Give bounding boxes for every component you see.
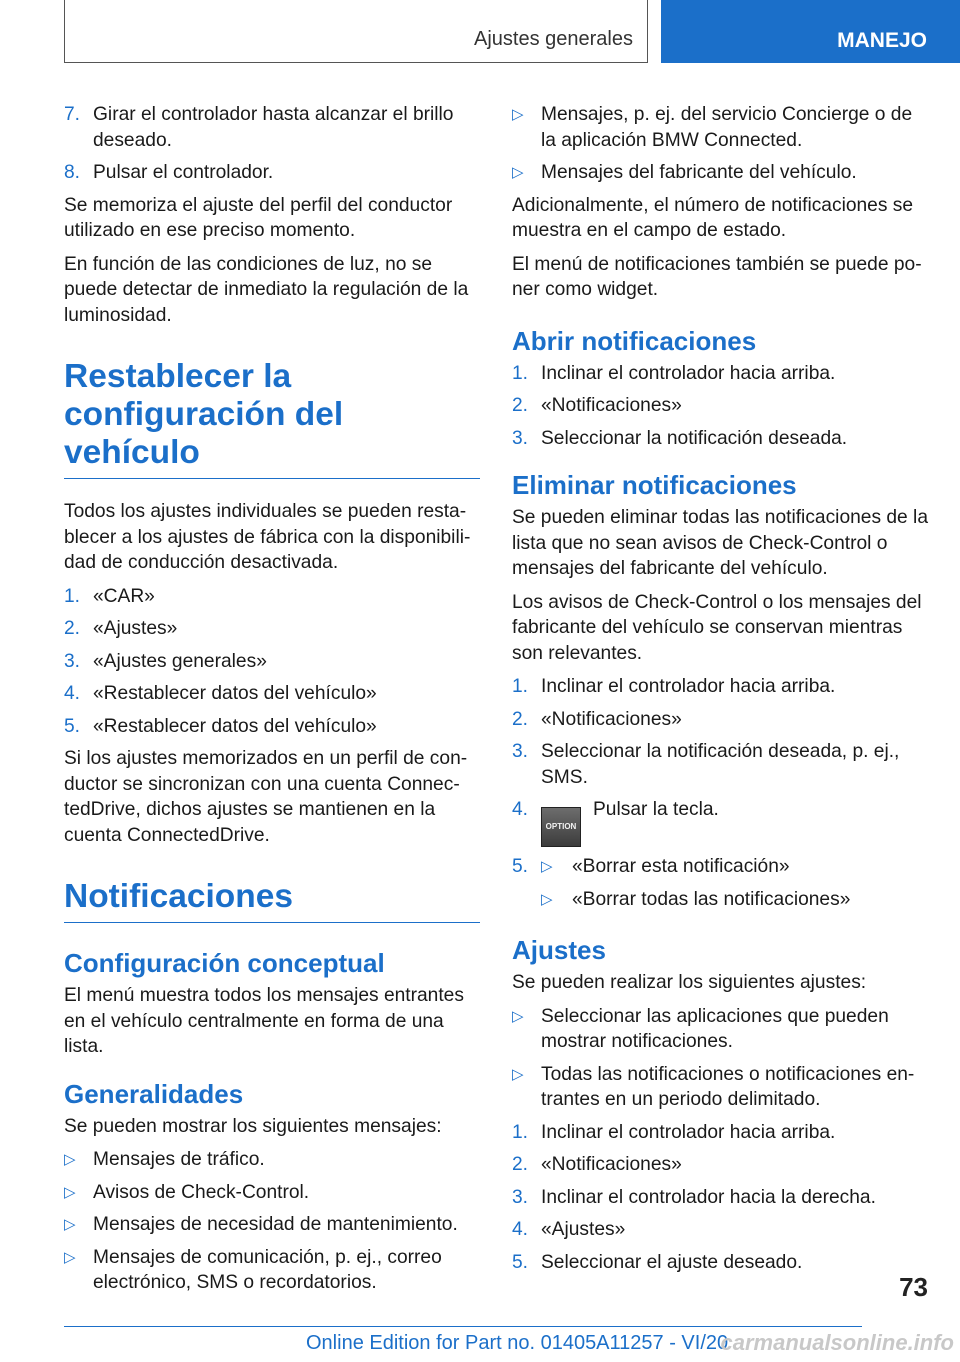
list-item <box>512 1004 930 1055</box>
section-heading-notifications: Notificaciones <box>64 878 480 923</box>
list-item <box>64 1147 480 1173</box>
step-number: 3. <box>64 650 81 672</box>
list-item <box>512 1217 930 1243</box>
step-number: 4. <box>512 799 529 820</box>
bullet-text: Mensajes, p. ej. del servicio Concierge o de la aplicación BMW Connected. <box>541 104 913 151</box>
step-text: «Restablecer datos del vehículo» <box>93 715 377 737</box>
step-text: Inclinar el controlador hacia arriba. <box>541 676 836 697</box>
list-item <box>512 854 930 880</box>
section-heading-reset: Restablecer la configuración del vehículo <box>64 358 480 479</box>
step-number: 4. <box>64 683 81 704</box>
list-item <box>512 102 930 153</box>
list-item <box>512 674 930 700</box>
bullet-text: «Borrar esta notificación» <box>572 856 790 877</box>
paragraph: Se pueden realizar los siguientes ajustes: <box>512 972 867 993</box>
triangle-right-icon: ▷ <box>541 858 553 875</box>
paragraph: Se pueden eliminar todas las notificaciones de la lista que no sean avisos de Check-Control o mensajes del fabricante del vehículo. <box>512 507 928 579</box>
paragraph: Los avisos de Check-Control o los mensajes del fabricante del vehículo se conservan mientras son relevantes. <box>512 591 922 664</box>
step-number: 7. <box>64 104 81 125</box>
paragraph: El menú muestra todos los mensajes entrantes en el vehículo centralmente en forma de una lista. <box>64 985 464 1057</box>
step-text: «Notificaciones» <box>541 1154 682 1175</box>
footer-divider <box>64 1326 862 1327</box>
step-text: Seleccionar el ajuste deseado. <box>541 1251 803 1273</box>
paragraph: Todos los ajustes individuales se pueden restablecer a los ajustes de fábrica con la disponibilidad de conducción desactivada. <box>64 501 471 573</box>
step-text: Girar el controlador hasta alcanzar el brillo deseado. <box>93 104 454 151</box>
list-item <box>512 1120 930 1146</box>
list-item <box>512 160 930 186</box>
step-text-label: Pulsar la tecla. <box>593 799 719 820</box>
step-text <box>541 797 719 847</box>
list-item <box>64 102 480 153</box>
step-text: Inclinar el controlador hacia la derecha. <box>541 1186 876 1208</box>
subheading-settings: Ajustes <box>512 935 606 965</box>
step-text: Inclinar el controlador hacia arriba. <box>541 362 836 384</box>
step-text: «Ajustes» <box>541 1219 626 1240</box>
list-item <box>64 681 480 707</box>
triangle-right-icon: ▷ <box>541 890 553 908</box>
list-item <box>512 707 930 733</box>
step-number: 3. <box>512 427 529 449</box>
paragraph: El menú de notificaciones también se puede poner como widget. <box>512 253 922 300</box>
step-text: «Ajustes generales» <box>93 650 267 672</box>
list-item <box>512 1185 930 1211</box>
step-number: 8. <box>64 162 81 183</box>
triangle-right-icon: ▷ <box>512 106 524 123</box>
list-item <box>64 584 480 610</box>
list-item <box>512 739 930 790</box>
list-item <box>64 1212 480 1238</box>
step-number: 1. <box>512 676 529 697</box>
triangle-right-icon: ▷ <box>512 1007 524 1025</box>
list-item <box>512 1062 930 1113</box>
triangle-right-icon: ▷ <box>512 1065 524 1083</box>
bullet-text: Seleccionar las aplicaciones que pueden mostrar notificaciones. <box>541 1005 889 1052</box>
bullet-text: Mensajes del fabricante del vehículo. <box>541 162 857 183</box>
left-column <box>64 102 480 1303</box>
paragraph: Se memoriza el ajuste del perfil del conductor utilizado en ese preciso momento. <box>64 194 453 241</box>
section-title: Ajustes generales <box>474 28 633 50</box>
paragraph: Adicionalmente, el número de notificaciones se muestra en el campo de estado. <box>512 194 914 241</box>
triangle-right-icon: ▷ <box>64 1151 76 1168</box>
step-number: 2. <box>512 708 529 730</box>
watermark: carmanualsonline.info <box>720 1330 954 1355</box>
step-text: «Notificaciones» <box>541 395 682 416</box>
list-item <box>512 1152 930 1178</box>
footer-edition: Online Edition for Part no. 01405A11257 - VI/20 <box>306 1332 729 1354</box>
list-item <box>512 393 930 419</box>
bullet-text: Todas las notificaciones o notificaciones entrantes en un periodo delimitado. <box>541 1063 915 1110</box>
list-item <box>512 1250 930 1276</box>
list-item <box>64 1245 480 1296</box>
list-item <box>512 797 930 847</box>
step-text: Seleccionar la notificación deseada. <box>541 427 848 449</box>
triangle-right-icon: ▷ <box>64 1216 76 1233</box>
step-number: 5. <box>64 715 81 737</box>
bullet-text: «Borrar todas las notificaciones» <box>572 888 851 910</box>
step-number: 2. <box>512 1154 529 1175</box>
paragraph: Se pueden mostrar los siguientes mensajes: <box>64 1115 442 1137</box>
step-text: «Ajustes» <box>93 618 178 639</box>
paragraph: En función de las condiciones de luz, no se puede detectar de inmediato la regulación de la luminosidad. <box>64 253 469 326</box>
step-text: «Notificaciones» <box>541 708 682 730</box>
step-number: 3. <box>512 1186 529 1208</box>
step-number: 1. <box>512 362 529 384</box>
step-number: 2. <box>64 618 81 639</box>
chapter-tab <box>661 0 960 63</box>
step-number: 1. <box>64 585 81 607</box>
right-column <box>512 102 930 1282</box>
subheading-open: Abrir notificaciones <box>512 325 757 356</box>
subheading-concept: Configuración conceptual <box>64 948 385 978</box>
step-text: «CAR» <box>93 585 155 607</box>
bullet-text: Mensajes de comunicación, p. ej., correo electrónico, SMS o recordatorios. <box>93 1246 442 1293</box>
running-header <box>64 0 648 63</box>
list-item <box>64 1180 480 1206</box>
triangle-right-icon: ▷ <box>64 1183 76 1201</box>
bullet-text: Avisos de Check-Control. <box>93 1181 310 1203</box>
step-text: Inclinar el controlador hacia arriba. <box>541 1121 836 1143</box>
list-item <box>512 361 930 387</box>
paragraph: Si los ajustes memorizados en un perfil de conductor se sincronizan con una cuenta ConnectedDrive, dichos ajustes se mantienen en la cuenta ConnectedDrive. <box>64 748 468 846</box>
list-item <box>64 649 480 675</box>
chapter-tab-label: MANEJO <box>837 29 927 52</box>
step-number: 5. <box>512 1251 529 1273</box>
page-number: 73 <box>899 1272 928 1302</box>
subheading-general: Generalidades <box>64 1078 244 1109</box>
bullet-text: Mensajes de necesidad de mantenimiento. <box>93 1214 458 1235</box>
list-item <box>512 426 930 452</box>
triangle-right-icon: ▷ <box>64 1248 76 1266</box>
step-number: 3. <box>512 741 529 762</box>
step-number: 2. <box>512 395 529 416</box>
list-item <box>64 160 480 186</box>
step-number: 5. <box>512 856 529 877</box>
option-button-icon: OPTION <box>541 807 581 847</box>
list-item <box>64 714 480 740</box>
list-item <box>64 616 480 642</box>
step-number: 4. <box>512 1219 529 1240</box>
step-text: Pulsar el controlador. <box>93 162 274 183</box>
step-text: Seleccionar la notificación deseada, p. ej., SMS. <box>541 741 900 788</box>
step-text: «Restablecer datos del vehículo» <box>93 683 377 704</box>
subheading-delete: Eliminar notificaciones <box>512 470 797 500</box>
triangle-right-icon: ▷ <box>512 164 524 181</box>
bullet-text: Mensajes de tráfico. <box>93 1149 265 1170</box>
list-item <box>541 887 930 913</box>
step-number: 1. <box>512 1121 529 1143</box>
